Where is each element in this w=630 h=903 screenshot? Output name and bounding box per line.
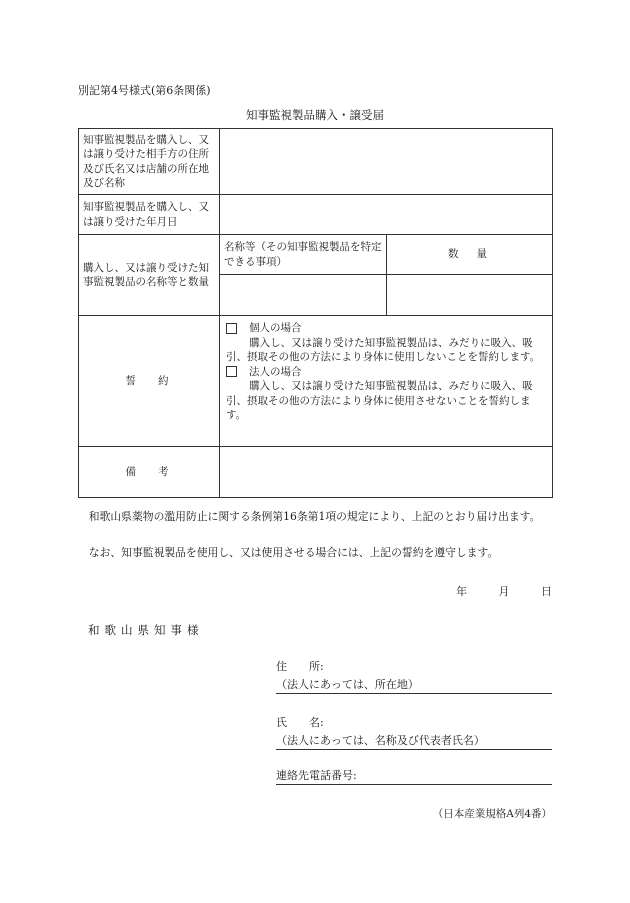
month-label: 月 [498, 585, 510, 598]
purchase-date-label: 知事監視製品を購入し、又は譲り受けた年月日 [79, 195, 220, 235]
remarks-row [79, 447, 553, 498]
oath-corporate-option[interactable] [226, 365, 546, 380]
oath-individual-heading: 個人の場合 [249, 322, 302, 334]
seller-row [79, 129, 553, 195]
quantity-header: 数量 [387, 235, 553, 275]
form-number: 別記第4号様式(第6条関係) [78, 84, 211, 97]
product-header-row [79, 235, 553, 275]
address-note: （法人にあっては、所在地） [276, 678, 419, 691]
address-field[interactable] [276, 676, 552, 694]
day-label: 日 [541, 585, 552, 598]
date-row [79, 195, 553, 235]
oath-content [220, 316, 553, 447]
quantity-input-cell[interactable] [387, 275, 553, 316]
remarks-label: 備考 [79, 447, 220, 498]
corporate-checkbox[interactable] [226, 366, 237, 377]
seller-label: 知事監視製品を購入し、又は譲り受けた相手方の住所及び氏名又は店舗の所在地及び名称 [79, 129, 220, 195]
remarks-input-cell[interactable] [220, 447, 553, 498]
purchase-date-input-cell[interactable] [220, 195, 553, 235]
name-note: （法人にあっては、名称及び代表者氏名） [276, 734, 485, 747]
phone-label: 連絡先電話番号: [276, 769, 357, 782]
phone-field[interactable] [276, 767, 552, 785]
oath-individual-option[interactable] [226, 321, 546, 336]
document-title: 知事監視製品購入・譲受届 [246, 108, 384, 122]
paper-size-note: （日本産業規格A列4番） [432, 808, 552, 820]
oath-label: 誓約 [79, 316, 220, 447]
oath-individual-text: 購入し、又は譲り受けた知事監視製品は、みだりに吸入、吸引、摂取その他の方法により身体に使用しないことを誓約します。 [226, 336, 541, 363]
oath-corporate-text: 購入し、又は譲り受けた知事監視製品は、みだりに吸入、吸引、摂取その他の方法により身体に使用させないことを誓約します。 [226, 380, 533, 421]
product-name-header: 名称等（その知事監視製品を特定できる事項） [220, 235, 387, 275]
individual-checkbox[interactable] [226, 323, 237, 334]
address-label: 住 所: [276, 660, 324, 673]
product-label: 購入し、又は譲り受けた知事監視製品の名称等と数量 [79, 235, 220, 316]
notification-statement: 和歌山県薬物の濫用防止に関する条例第16条第1項の規定により、上記のとおり届け出ます。 [88, 510, 541, 523]
name-field[interactable] [276, 732, 552, 750]
name-label: 氏 名: [276, 716, 324, 729]
addressee: 和歌山県知事様 [88, 623, 204, 637]
oath-corporate-heading: 法人の場合 [249, 365, 302, 378]
notification-form-table [78, 128, 553, 498]
product-name-input-cell[interactable] [220, 275, 387, 316]
compliance-statement: なお、知事監視製品を使用し、又は使用させる場合には、上記の誓約を遵守します。 [88, 546, 499, 559]
date-line [428, 583, 552, 599]
oath-row [79, 316, 553, 447]
year-label: 年 [456, 585, 467, 598]
seller-input-cell[interactable] [220, 129, 553, 195]
